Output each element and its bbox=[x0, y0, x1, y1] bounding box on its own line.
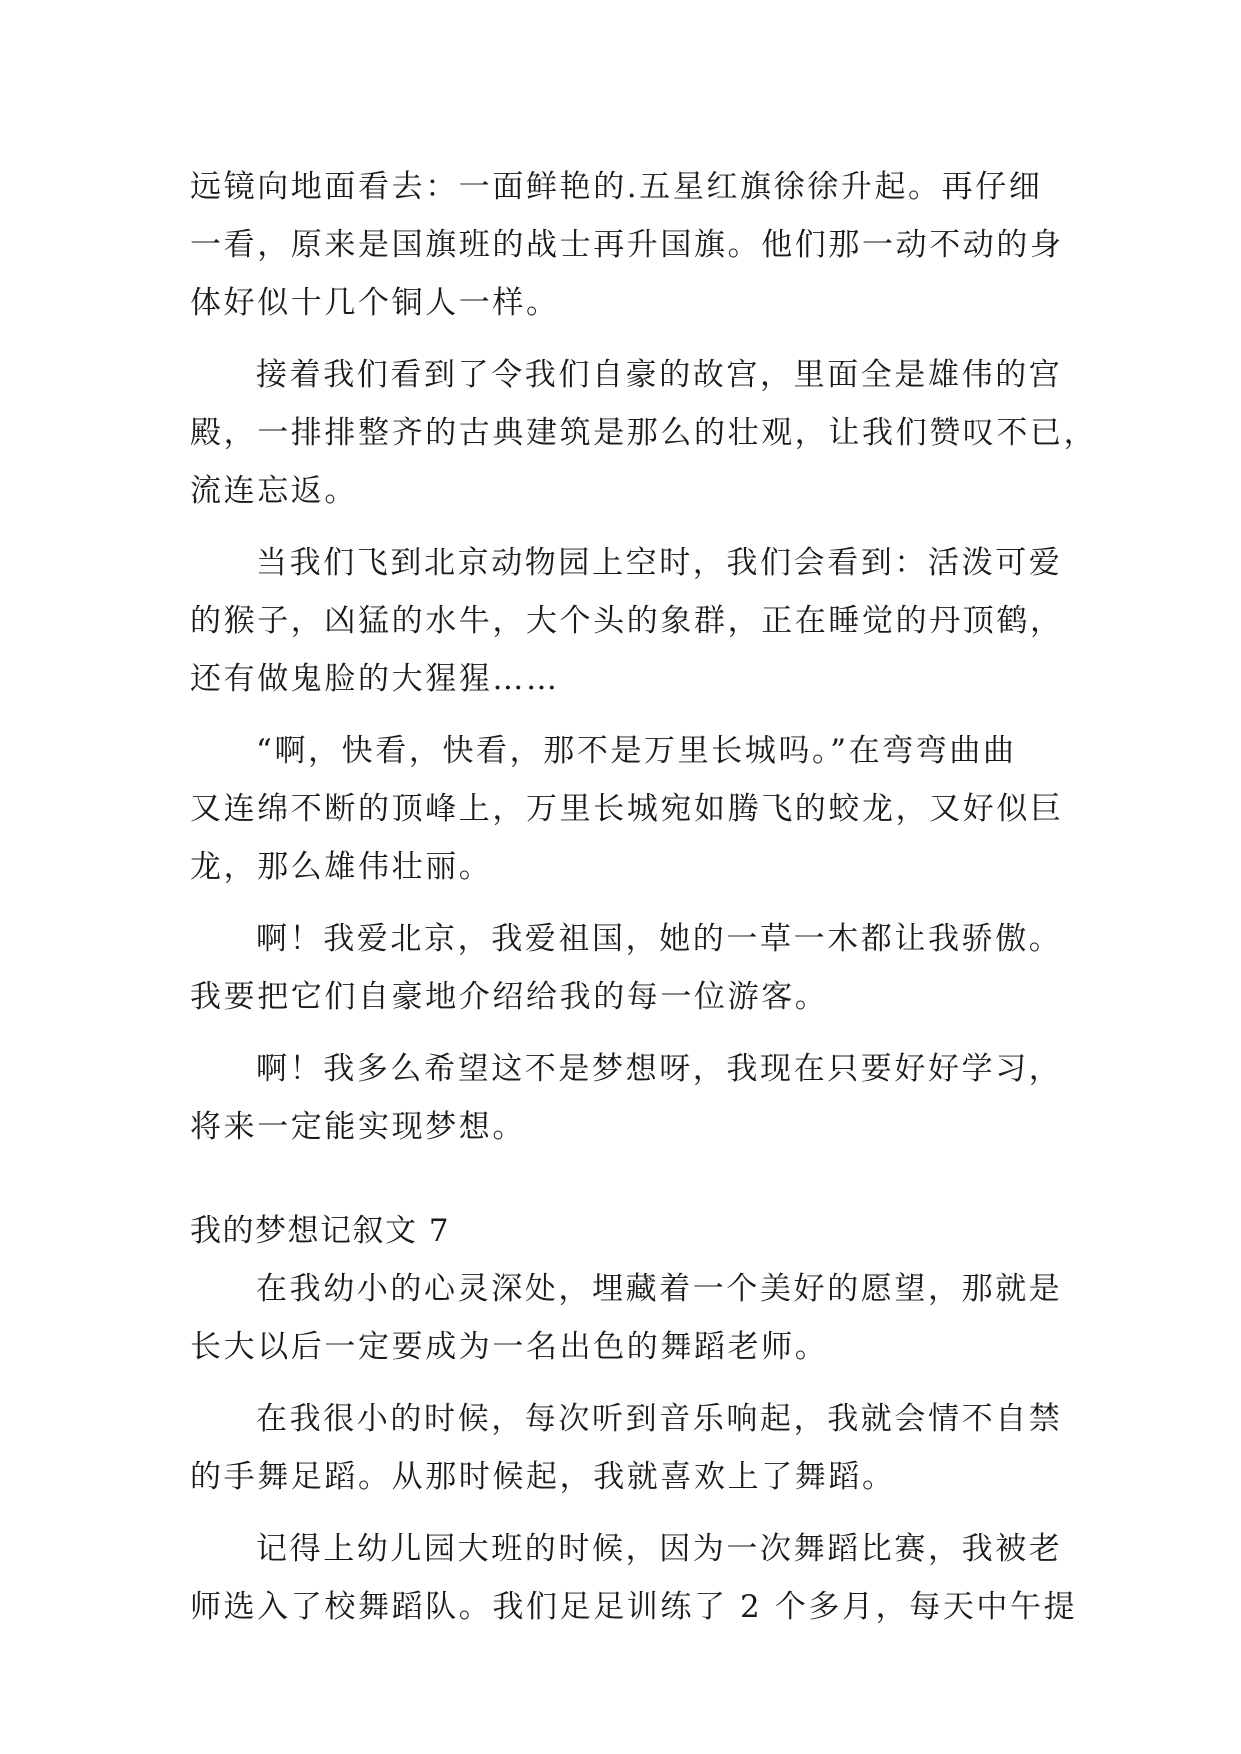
text-line: 流连忘返。 bbox=[190, 473, 358, 509]
paragraph bbox=[190, 158, 1064, 332]
text-line: 体好似十几个铜人一样。 bbox=[190, 285, 560, 321]
text-line: 在我幼小的心灵深处，埋藏着一个美好的愿望，那就是 bbox=[256, 1271, 1063, 1307]
section-title: 我的梦想记叙文 7 bbox=[190, 1213, 451, 1249]
text-line: 在我很小的时候，每次听到音乐响起，我就会情不自禁 bbox=[256, 1401, 1063, 1437]
paragraph bbox=[190, 1040, 1063, 1156]
document-body bbox=[190, 158, 1098, 1636]
text-line: 啊！我多么希望这不是梦想呀，我现在只要好好学习， bbox=[256, 1051, 1063, 1087]
text-line: “啊，快看，快看，那不是万里长城吗。”在弯弯曲曲 bbox=[256, 733, 1017, 769]
text-line: 将来一定能实现梦想。 bbox=[190, 1109, 526, 1145]
text-line: 殿，一排排整齐的古典建筑是那么的壮观，让我们赞叹不已， bbox=[190, 415, 1098, 451]
paragraph bbox=[190, 346, 1098, 520]
paragraph bbox=[190, 1260, 1063, 1376]
text-line: 记得上幼儿园大班的时候，因为一次舞蹈比赛，我被老 bbox=[256, 1531, 1063, 1567]
text-line: 啊！我爱北京，我爱祖国，她的一草一木都让我骄傲。 bbox=[256, 921, 1063, 957]
paragraph bbox=[190, 1390, 1063, 1506]
text-line: 龙，那么雄伟壮丽。 bbox=[190, 849, 493, 885]
paragraph bbox=[190, 534, 1064, 708]
text-line: 一看，原来是国旗班的战士再升国旗。他们那一动不动的身 bbox=[190, 227, 1064, 263]
text-line: 的猴子，凶猛的水牛，大个头的象群，正在睡觉的丹顶鹤， bbox=[190, 603, 1064, 639]
text-line: 还有做鬼脸的大猩猩…… bbox=[190, 661, 560, 697]
text-line: 师选入了校舞蹈队。我们足足训练了 2 个多月，每天中午提 bbox=[190, 1589, 1078, 1625]
text-line: 的手舞足蹈。从那时候起，我就喜欢上了舞蹈。 bbox=[190, 1459, 896, 1495]
text-line: 长大以后一定要成为一名出色的舞蹈老师。 bbox=[190, 1329, 829, 1365]
paragraph bbox=[190, 722, 1064, 896]
paragraph bbox=[190, 910, 1063, 1026]
text-line: 我要把它们自豪地介绍给我的每一位游客。 bbox=[190, 979, 829, 1015]
text-line: 接着我们看到了令我们自豪的故宫，里面全是雄伟的宫 bbox=[256, 357, 1063, 393]
text-line: 又连绵不断的顶峰上，万里长城宛如腾飞的蛟龙，又好似巨 bbox=[190, 791, 1064, 827]
paragraph bbox=[190, 1520, 1078, 1636]
text-line: 当我们飞到北京动物园上空时，我们会看到：活泼可爱 bbox=[256, 545, 1063, 581]
text-line: 远镜向地面看去：一面鲜艳的.五星红旗徐徐升起。再仔细 bbox=[190, 169, 1043, 205]
